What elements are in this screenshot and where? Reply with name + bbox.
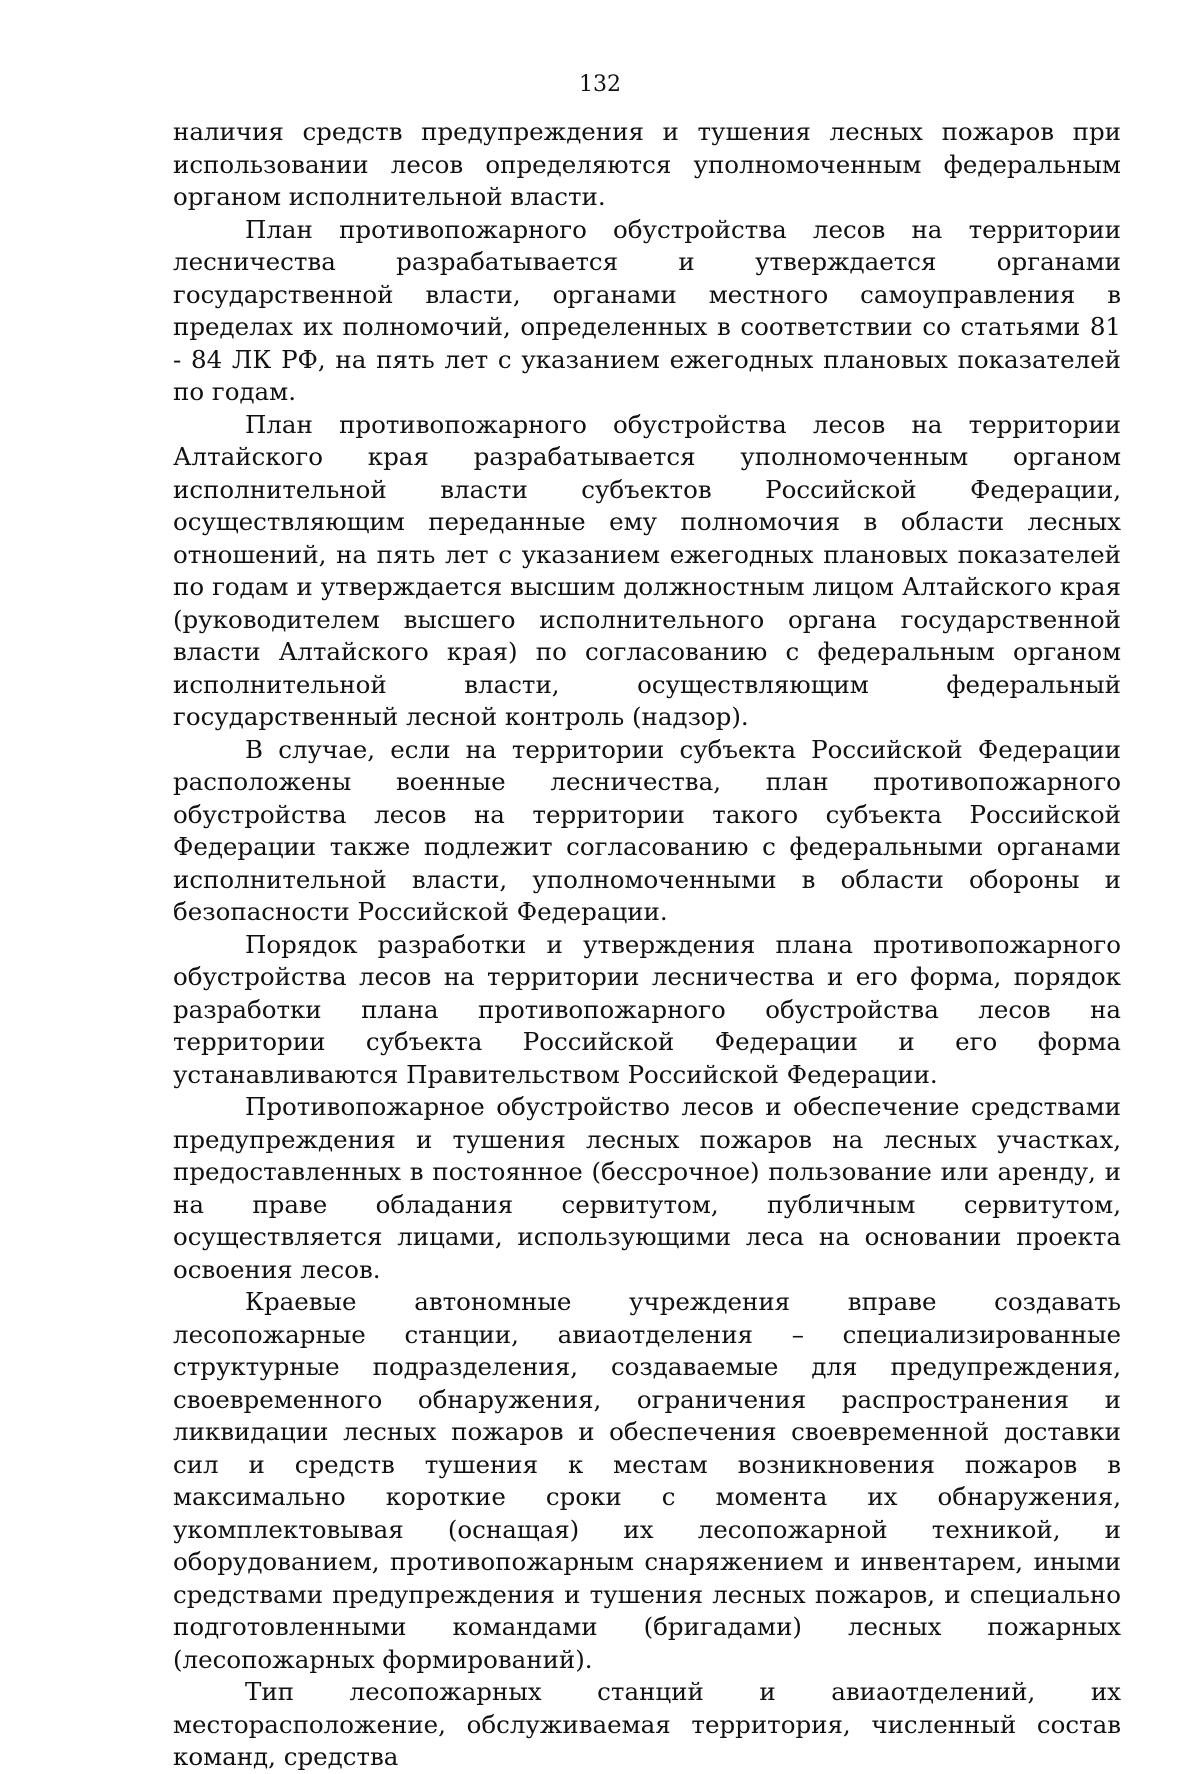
paragraph-fire-stations: Краевые автономные учреждения вправе создавать лесопожарные станции, авиаотделения – специализированные структурные подразделения, создаваемые для предупреждения, своевременного обнаружения, ограничения распространения и ликвидации лесных пожаров и обеспечения своевременной доставки сил и средств тушения к местам возникновения пожаров в максимально короткие сроки с момента их обнаружения, укомплектовывая (оснащая) их лесопожарной техникой, и оборудованием, противопожарным снаряжением и инвентарем, иными средствами предупреждения и тушения лесных пожаров, и специально подготовленными командами (бригадами) лесных пожарных (лесопожарных формирований). (173, 1287, 1121, 1674)
paragraph-fire-plan-forestry: План противопожарного обустройства лесов на территории лесничества разрабатывается и утверждается органами государственной власти, органами местного самоуправления в пределах их полномочий, определенных в соответствии со статьями 81 - 84 ЛК РФ, на пять лет с указанием ежегодных плановых показателей по годам. (173, 214, 1121, 406)
paragraph-plan-procedure: Порядок разработки и утверждения плана противопожарного обустройства лесов на территории лесничества и его форма, порядок разработки плана противопожарного обустройства лесов на территории субъекта Российской Федерации и его форма устанавливаются Правительством Российской Федерации. (173, 929, 1121, 1089)
paragraph-station-types: Тип лесопожарных станций и авиаотделений, их месторасположение, обслуживаемая территория, численный состав команд, средства (173, 1677, 1121, 1771)
paragraph-military-forestries: В случае, если на территории субъекта Российской Федерации расположены военные лесничества, план противопожарного обустройства лесов на территории такого субъекта Российской Федерации также подлежит согласованию с федеральными органами исполнительной власти, уполномоченными в области обороны и безопасности Российской Федерации. (173, 734, 1121, 926)
paragraph-continuation: наличия средств предупреждения и тушения лесных пожаров при использовании лесов определяются уполномоченным федеральным органом исполнительной власти. (173, 117, 1121, 211)
page-number: 132 (579, 72, 621, 97)
document-body (173, 116, 1121, 1774)
paragraph-fire-equipment-leased-plots: Противопожарное обустройство лесов и обеспечение средствами предупреждения и тушения лесных пожаров на лесных участках, предоставленных в постоянное (бессрочное) пользование или аренду, и на праве обладания сервитутом, публичным сервитутом, осуществляется лицами, использующими леса на основании проекта освоения лесов. (173, 1092, 1121, 1284)
paragraph-fire-plan-altai: План противопожарного обустройства лесов на территории Алтайского края разрабатывается уполномоченным органом исполнительной власти субъектов Российской Федерации, осуществляющим переданные ему полномочия в области лесных отношений, на пять лет с указанием ежегодных плановых показателей по годам и утверждается высшим должностным лицом Алтайского края (руководителем высшего исполнительного органа государственной власти Алтайского края) по согласованию с федеральным органом исполнительной власти, осуществляющим федеральный государственный лесной контроль (надзор). (173, 409, 1121, 731)
